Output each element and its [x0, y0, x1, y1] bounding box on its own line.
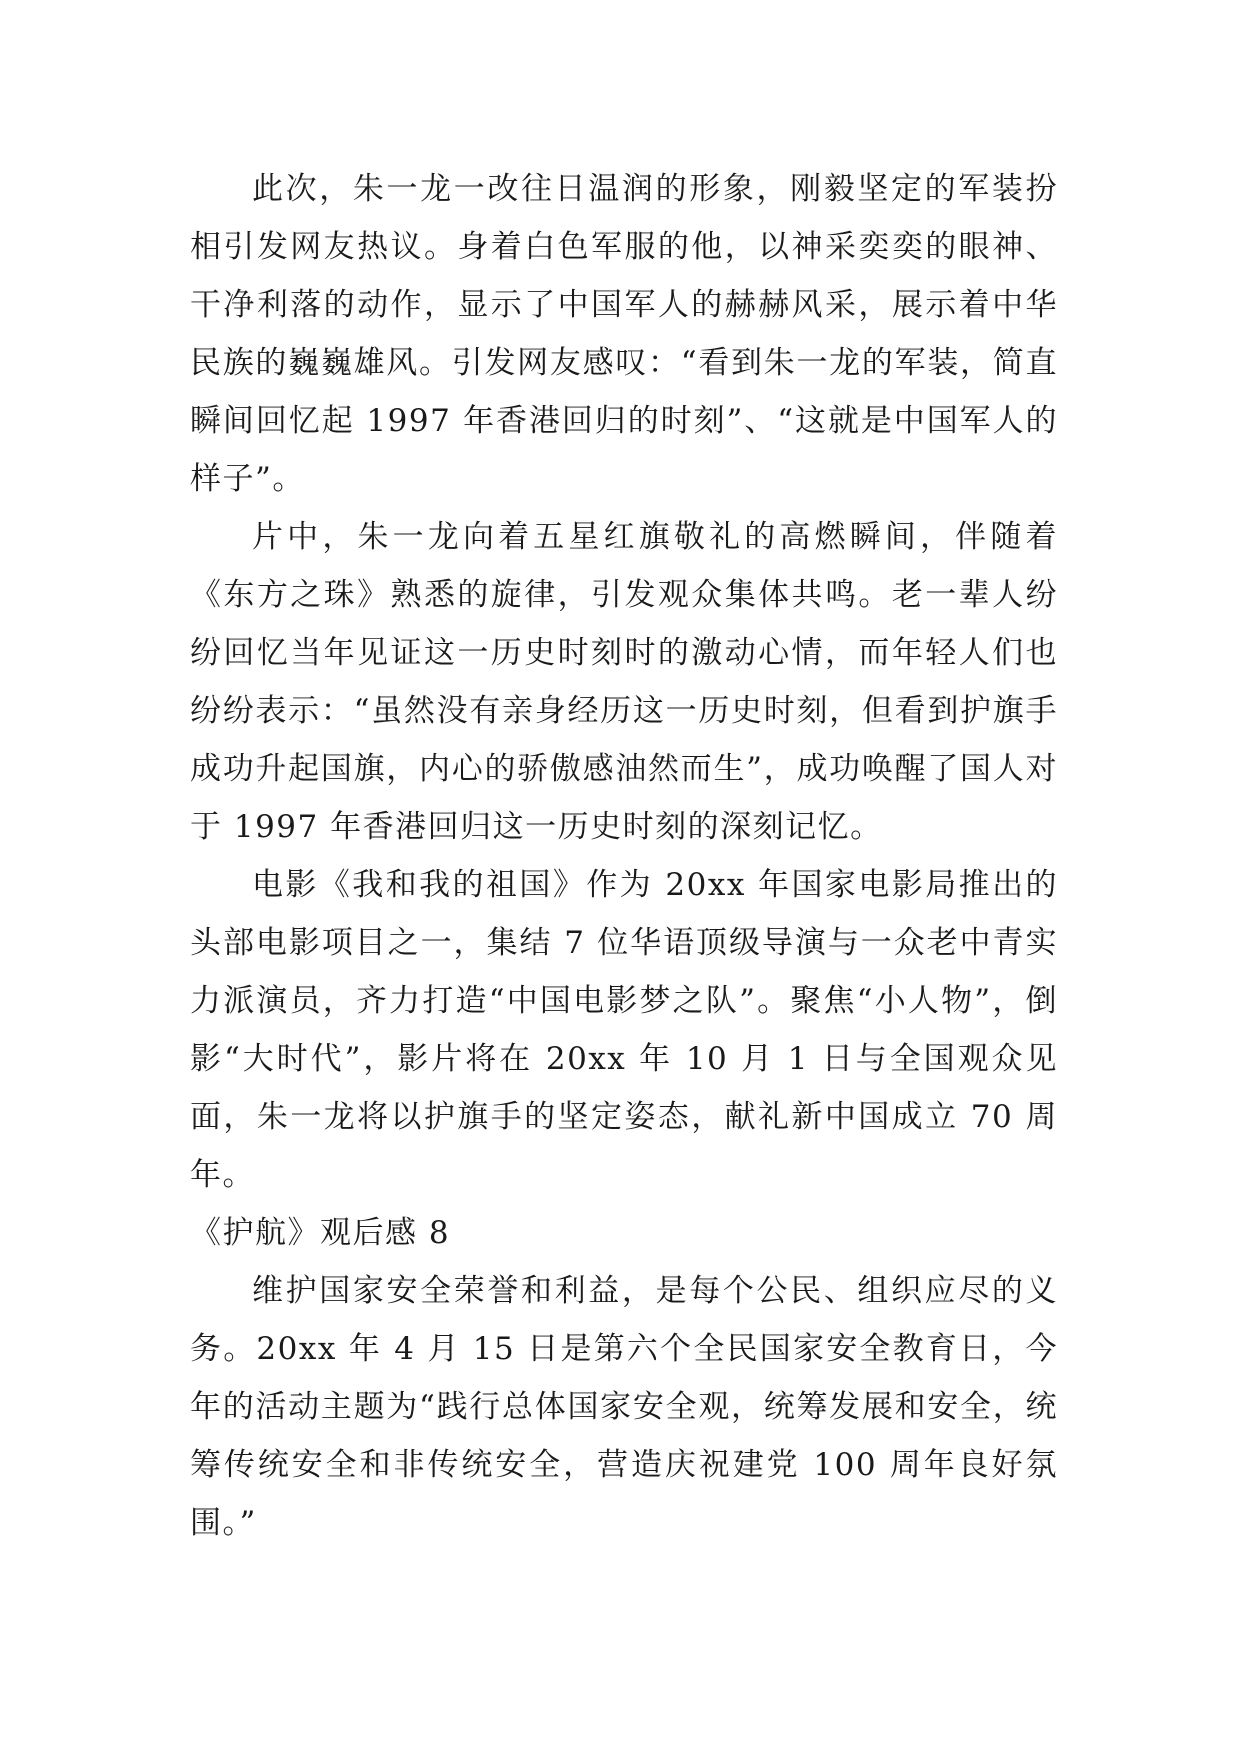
paragraph-2: 片中，朱一龙向着五星红旗敬礼的高燃瞬间，伴随着《东方之珠》熟悉的旋律，引发观众集体共鸣。老一辈人纷纷回忆当年见证这一历史时刻时的激动心情，而年轻人们也纷纷表示：“虽然没有亲身经历这一历史时刻，但看到护旗手成功升起国旗，内心的骄傲感油然而生”，成功唤醒了国人对于 1997 年香港回归这一历史时刻的深刻记忆。: [190, 519, 1058, 845]
section-paragraph-1: 维护国家安全荣誉和利益，是每个公民、组织应尽的义务。20xx 年 4 月 15 日是第六个全民国家安全教育日，今年的活动主题为“践行总体国家安全观，统筹发展和安全，统筹传统安全和非传统安全，营造庆祝建党 100 周年良好氛围。”: [190, 1273, 1058, 1541]
paragraph-3: 电影《我和我的祖国》作为 20xx 年国家电影局推出的头部电影项目之一，集结 7 位华语顶级导演与一众老中青实力派演员，齐力打造“中国电影梦之队”。聚焦“小人物”，倒影“大时代”，影片将在 20xx 年 10 月 1 日与全国观众见面，朱一龙将以护旗手的坚定姿态，献礼新中国成立 70 周年。: [190, 867, 1058, 1193]
document-body: [190, 160, 1058, 1552]
paragraph-1: 此次，朱一龙一改往日温润的形象，刚毅坚定的军装扮相引发网友热议。身着白色军服的他，以神采奕奕的眼神、干净利落的动作，显示了中国军人的赫赫风采，展示着中华民族的巍巍雄风。引发网友感叹：“看到朱一龙的军装，简直瞬间回忆起 1997 年香港回归的时刻”、“这就是中国军人的样子”。: [190, 171, 1058, 497]
section-title: 《护航》观后感 8: [190, 1215, 451, 1251]
